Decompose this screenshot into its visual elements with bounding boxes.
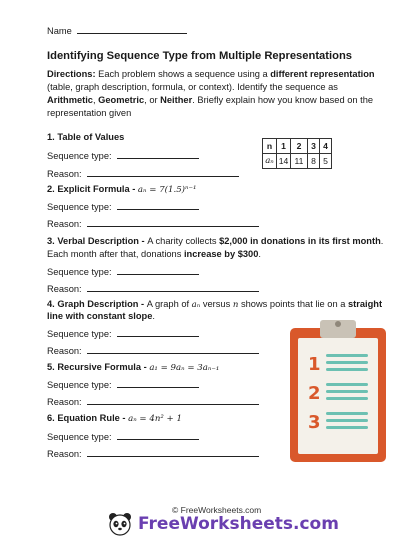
table-cell: 14 — [277, 154, 291, 169]
problem-heading — [47, 183, 197, 196]
reason-row — [47, 167, 239, 180]
clip-hole — [335, 321, 341, 327]
sequence-type-field[interactable] — [117, 327, 199, 337]
directions-text: , — [92, 95, 99, 105]
problem-text: . — [380, 236, 384, 246]
problem-title: 2. Explicit Formula - — [47, 184, 138, 194]
table-cell: aₙ — [263, 154, 277, 169]
directions-text: , or — [144, 95, 161, 105]
problem-formula: aₙ = 4n² + 1 — [128, 414, 182, 424]
table-row — [263, 139, 332, 154]
reason-field[interactable] — [87, 447, 259, 457]
page-title: Identifying Sequence Type from Multiple Representations — [47, 50, 353, 62]
sequence-type-row — [47, 430, 199, 443]
clipboard-illustration — [286, 316, 390, 464]
problem-formula: aₙ = 7(1.5)ⁿ⁻¹ — [137, 185, 197, 195]
footer-url[interactable]: © FreeWorksheets.com — [172, 505, 262, 515]
reason-row — [47, 282, 259, 295]
directions-bold: Arithmetic — [47, 95, 93, 105]
problem-text: . — [258, 249, 261, 259]
problem-text: Each month after that, donations — [47, 249, 184, 259]
reason-label: Reason: — [47, 219, 82, 229]
name-label: Name — [47, 26, 72, 36]
problem-heading: 1. Table of Values — [47, 132, 125, 142]
clipboard-number: 2 — [308, 383, 321, 404]
directions-text: . Briefly explain how you know based on the — [192, 95, 374, 105]
problem-heading — [47, 235, 383, 247]
table-cell: 5 — [320, 154, 332, 169]
directions-text: representation given — [47, 108, 132, 118]
problem-text-line — [47, 248, 261, 260]
table-cell: 2 — [291, 139, 308, 154]
name-row — [47, 24, 187, 37]
sequence-type-field[interactable] — [117, 430, 199, 440]
reason-field[interactable] — [87, 395, 259, 405]
reason-label: Reason: — [47, 346, 82, 356]
table-row — [263, 154, 332, 169]
problem-text-line — [47, 310, 155, 322]
sequence-type-row — [47, 327, 199, 340]
reason-field[interactable] — [87, 167, 239, 177]
clipboard-number: 1 — [308, 354, 321, 375]
table-cell: 3 — [308, 139, 320, 154]
reason-row — [47, 217, 259, 230]
panda-logo-icon — [108, 512, 132, 536]
directions-label: Directions: — [47, 69, 96, 79]
sequence-type-label: Sequence type: — [47, 151, 112, 161]
sequence-type-label: Sequence type: — [47, 267, 112, 277]
table-cell: n — [263, 139, 277, 154]
sequence-type-label: Sequence type: — [47, 380, 112, 390]
problem-math: n — [232, 300, 239, 310]
directions — [47, 68, 392, 120]
reason-label: Reason: — [47, 449, 82, 459]
site-logo[interactable]: FreeWorksheets.com — [138, 514, 339, 534]
sequence-type-row — [47, 149, 199, 162]
problem-math: aₙ — [191, 300, 201, 310]
problem-text: A charity collects — [147, 236, 220, 246]
problem-bold: increase by $300 — [183, 249, 259, 259]
problem-text: shows points that lie on a — [238, 299, 348, 309]
directions-bold: Neither — [160, 95, 193, 105]
reason-field[interactable] — [87, 344, 259, 354]
table-cell: 8 — [308, 154, 320, 169]
sequence-type-row — [47, 265, 199, 278]
directions-bold: different representation — [270, 69, 375, 79]
problem-heading — [47, 361, 219, 374]
problem-title: 6. Equation Rule - — [47, 413, 129, 423]
sequence-type-label: Sequence type: — [47, 202, 112, 212]
reason-label: Reason: — [47, 284, 82, 294]
table-cell: 1 — [277, 139, 291, 154]
problem-text: A graph of — [146, 299, 192, 309]
sequence-type-label: Sequence type: — [47, 432, 112, 442]
problem-formula: a₁ = 9aₙ = 3aₙ₋₁ — [149, 363, 220, 373]
reason-row — [47, 447, 259, 460]
sequence-type-label: Sequence type: — [47, 329, 112, 339]
problem-heading — [47, 412, 182, 425]
directions-text: (table, graph description, formula, or context). Identify the sequence as — [47, 82, 338, 92]
reason-label: Reason: — [47, 397, 82, 407]
problem-bold: straight — [347, 299, 383, 309]
directions-bold: Geometric — [98, 95, 145, 105]
problem-text: versus — [200, 299, 233, 309]
sequence-type-field[interactable] — [117, 200, 199, 210]
problem-text: . — [152, 311, 155, 321]
sequence-type-field[interactable] — [117, 149, 199, 159]
clipboard-number: 3 — [308, 412, 321, 433]
sequence-type-field[interactable] — [117, 265, 199, 275]
directions-text: Each problem shows a sequence using a — [95, 69, 271, 79]
problem-bold: $2,000 in donations in its first month — [219, 236, 381, 246]
sequence-type-row — [47, 378, 199, 391]
sequence-type-row — [47, 200, 199, 213]
problem-title: 4. Graph Description - — [47, 299, 147, 309]
name-field[interactable] — [77, 24, 187, 34]
table-cell: 4 — [320, 139, 332, 154]
problem-bold: line with constant slope — [47, 311, 153, 321]
table-cell: 11 — [291, 154, 308, 169]
problem-title: 5. Recursive Formula - — [47, 362, 150, 372]
reason-row — [47, 344, 259, 357]
reason-label: Reason: — [47, 169, 82, 179]
reason-row — [47, 395, 259, 408]
problem-title: 3. Verbal Description - — [47, 236, 148, 246]
values-table — [262, 138, 332, 169]
reason-field[interactable] — [87, 282, 259, 292]
reason-field[interactable] — [87, 217, 259, 227]
sequence-type-field[interactable] — [117, 378, 199, 388]
